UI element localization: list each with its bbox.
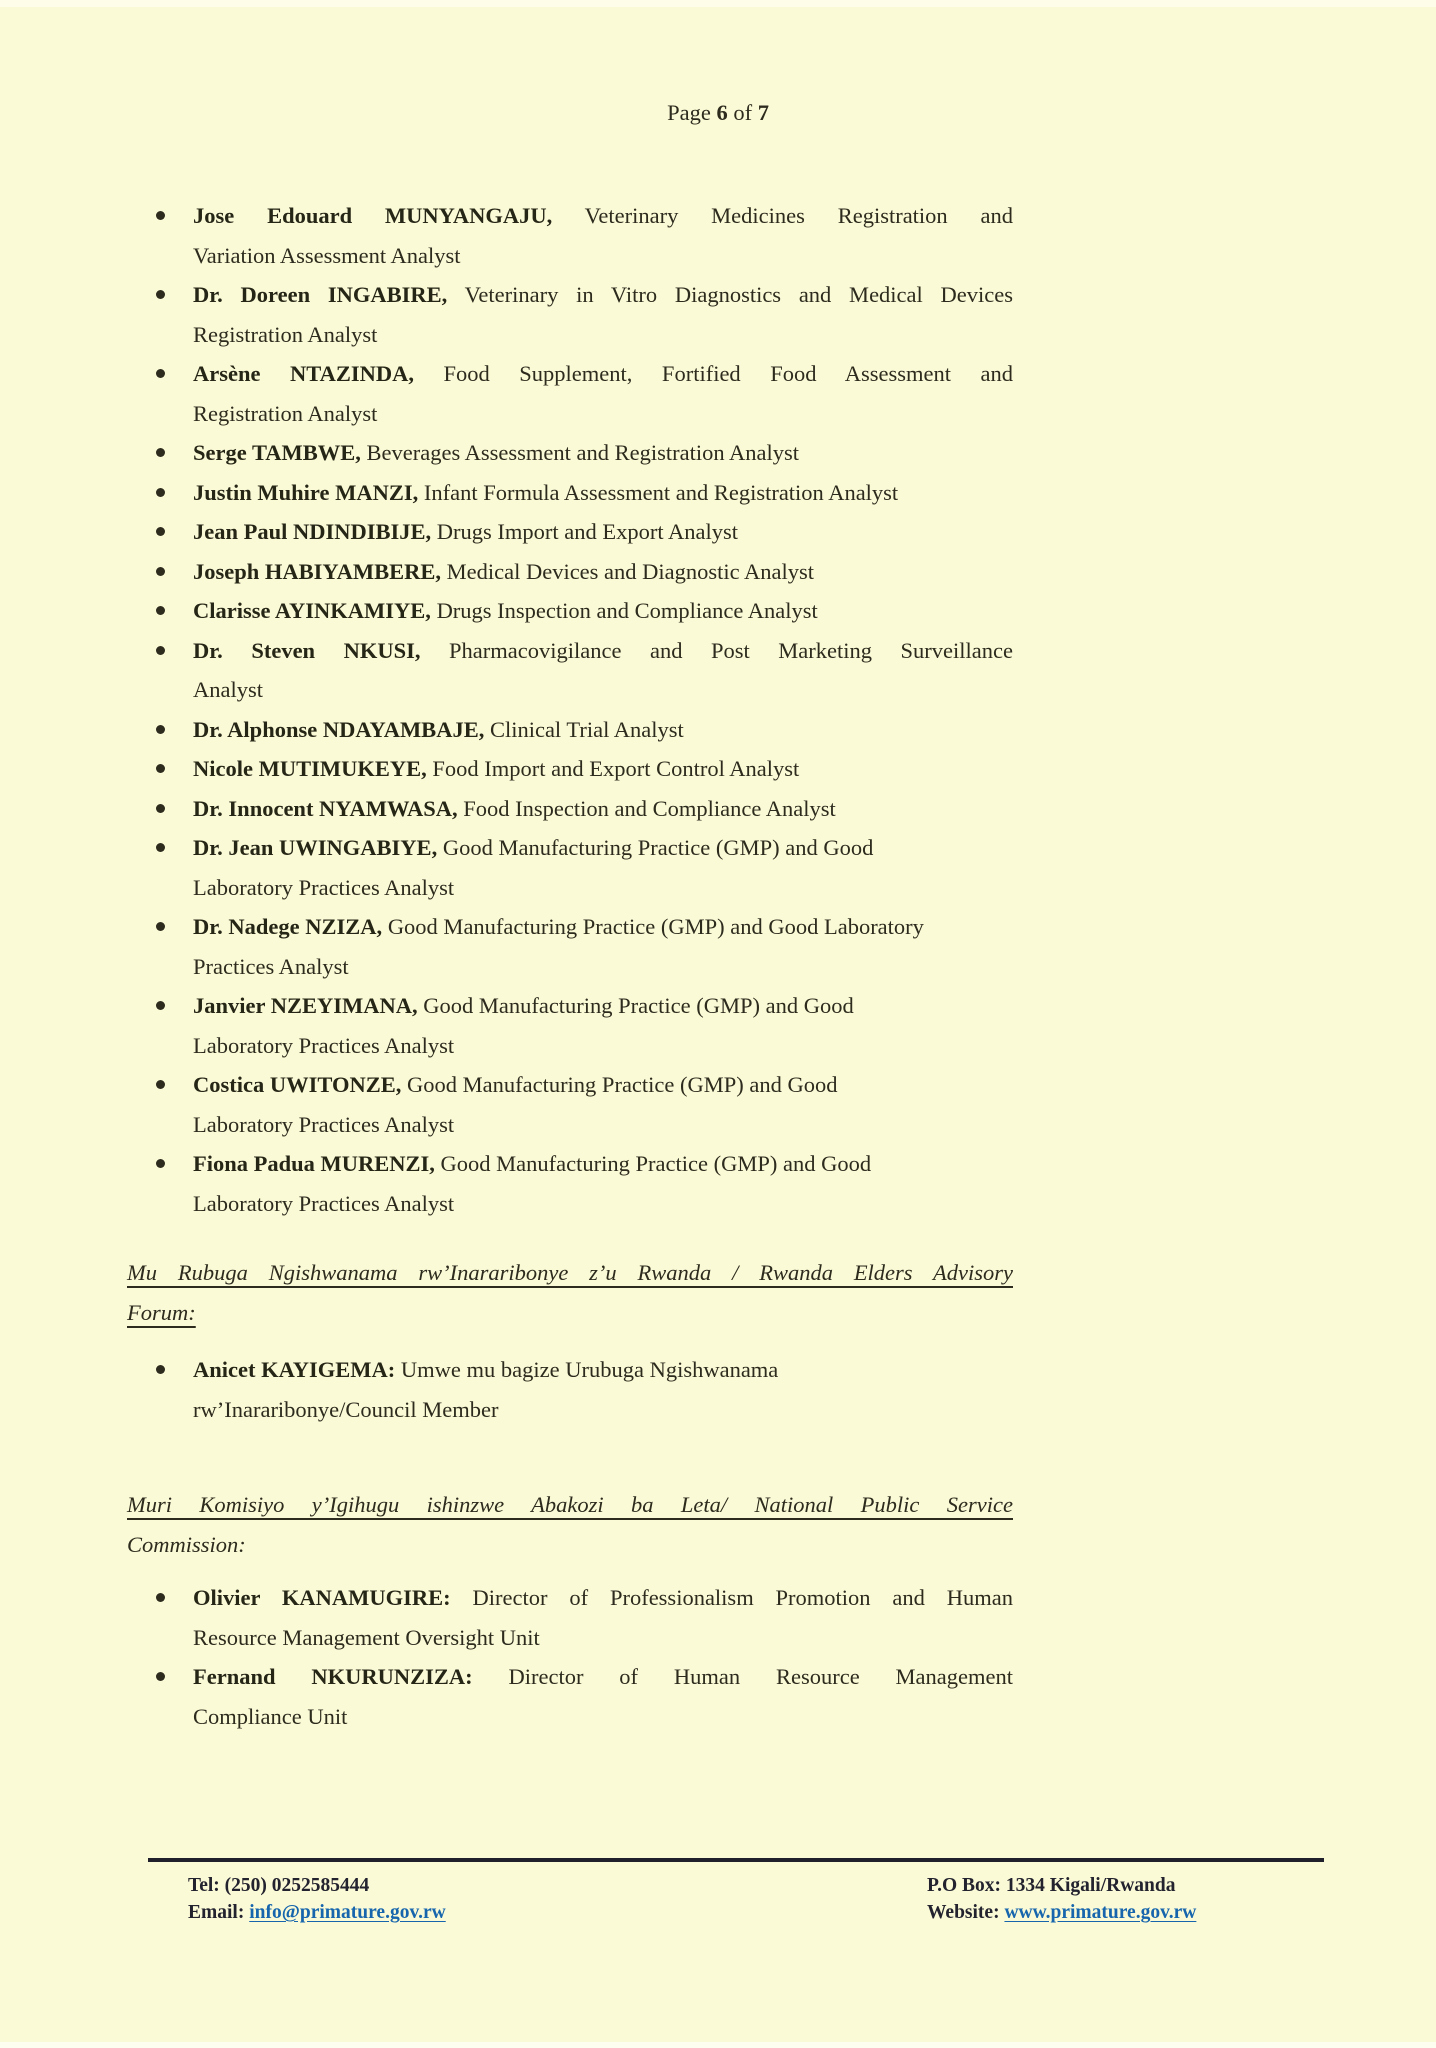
list-item bbox=[193, 1144, 1013, 1223]
person-name: Jose Edouard MUNYANGAJU, bbox=[193, 203, 553, 228]
footer-pobox: P.O Box: 1334 Kigali/Rwanda bbox=[927, 1875, 1176, 1896]
entry-first-line: Dr. Doreen INGABIRE, Veterinary in Vitro Diagnostics and Medical Devices bbox=[193, 282, 1013, 307]
page-number-total: 7 bbox=[757, 100, 769, 125]
website-link[interactable]: www.primature.gov.rw bbox=[1004, 1902, 1197, 1923]
entry-continuation-line: Analyst bbox=[193, 677, 263, 702]
person-name: Jean Paul NDINDIBIJE, bbox=[193, 519, 432, 544]
person-name: Fiona Padua MURENZI, bbox=[193, 1151, 435, 1176]
entry-first-line: Jean Paul NDINDIBIJE, Drugs Import and Export Analyst bbox=[193, 519, 739, 544]
entry-first-line: Justin Muhire MANZI, Infant Formula Assessment and Registration Analyst bbox=[193, 479, 899, 505]
list-item bbox=[193, 631, 1013, 710]
entry-first-line: Dr. Jean UWINGABIYE, Good Manufacturing Practice (GMP) and Good bbox=[193, 835, 874, 860]
list-item bbox=[193, 1350, 1013, 1429]
list-item bbox=[193, 354, 1013, 433]
person-name: Dr. Jean UWINGABIYE, bbox=[193, 835, 438, 860]
entry-first-line: Dr. Nadege NZIZA, Good Manufacturing Practice (GMP) and Good Laboratory bbox=[193, 914, 924, 939]
entry-first-line: Janvier NZEYIMANA, Good Manufacturing Practice (GMP) and Good bbox=[193, 993, 854, 1018]
entry-first-line: Jose Edouard MUNYANGAJU, Veterinary Medicines Registration and bbox=[193, 203, 1013, 228]
entry-first-line: Costica UWITONZE, Good Manufacturing Practice (GMP) and Good bbox=[193, 1072, 838, 1097]
entry-first-line: Fernand NKURUNZIZA: Director of Human Resource Management bbox=[193, 1664, 1013, 1689]
person-name: Nicole MUTIMUKEYE, bbox=[193, 756, 427, 781]
entry-continuation-line: rw’Inararibonye/Council Member bbox=[193, 1396, 499, 1422]
heading-line: Mu Rubuga Ngishwanama rw’Inararibonye z’u Rwanda / Rwanda Elders Advisory bbox=[127, 1260, 1013, 1285]
entry-continuation-line: Laboratory Practices Analyst bbox=[193, 1111, 455, 1137]
entry-first-line: Arsène NTAZINDA, Food Supplement, Fortified Food Assessment and bbox=[193, 361, 1014, 386]
list-item bbox=[193, 789, 1013, 829]
public-service-commission-list bbox=[193, 1578, 1013, 1736]
footer-left-column bbox=[188, 1872, 446, 1926]
list-item bbox=[193, 196, 1013, 275]
person-name: Arsène NTAZINDA, bbox=[193, 361, 414, 386]
entry-first-line: Nicole MUTIMUKEYE, Food Import and Export Control Analyst bbox=[193, 756, 800, 781]
person-name: Dr. Alphonse NDAYAMBAJE, bbox=[193, 716, 485, 742]
entry-continuation-line: Practices Analyst bbox=[193, 953, 349, 979]
entry-first-line: Dr. Alphonse NDAYAMBAJE, Clinical Trial Analyst bbox=[193, 716, 684, 742]
email-link[interactable]: info@primature.gov.rw bbox=[249, 1902, 446, 1923]
person-name: Justin Muhire MANZI, bbox=[193, 479, 419, 505]
page-number bbox=[0, 100, 1436, 126]
entry-first-line: Anicet KAYIGEMA: Umwe mu bagize Urubuga Ngishwanama bbox=[193, 1357, 779, 1382]
entry-continuation-line: Registration Analyst bbox=[193, 400, 378, 426]
list-item bbox=[193, 828, 1013, 907]
entry-first-line: Olivier KANAMUGIRE: Director of Professionalism Promotion and Human bbox=[193, 1585, 1013, 1610]
footer-website-row bbox=[927, 1899, 1196, 1926]
list-item bbox=[193, 710, 1013, 750]
list-item bbox=[193, 907, 1013, 986]
list-item bbox=[193, 433, 1013, 473]
footer-email-label: Email: bbox=[188, 1902, 245, 1923]
person-name: Anicet KAYIGEMA: bbox=[193, 1357, 396, 1382]
list-item bbox=[193, 749, 1013, 789]
entry-first-line: Joseph HABIYAMBERE, Medical Devices and Diagnostic Analyst bbox=[193, 558, 815, 584]
entry-first-line: Dr. Steven NKUSI, Pharmacovigilance and Post Marketing Surveillance bbox=[193, 637, 1014, 663]
person-name: Dr. Steven NKUSI, bbox=[193, 637, 421, 663]
person-name: Costica UWITONZE, bbox=[193, 1072, 402, 1097]
entry-continuation-line: Variation Assessment Analyst bbox=[193, 242, 461, 268]
list-item bbox=[193, 473, 1013, 513]
list-item bbox=[193, 552, 1013, 592]
person-name: Serge TAMBWE, bbox=[193, 440, 361, 465]
person-name: Dr. Nadege NZIZA, bbox=[193, 914, 383, 939]
entry-first-line: Serge TAMBWE, Beverages Assessment and Registration Analyst bbox=[193, 440, 799, 465]
heading-line: Forum: bbox=[127, 1299, 196, 1325]
list-item bbox=[193, 512, 1013, 552]
entry-first-line: Clarisse AYINKAMIYE, Drugs Inspection and Compliance Analyst bbox=[193, 598, 818, 623]
footer-right-column bbox=[927, 1872, 1196, 1926]
footer-tel: Tel: (250) 0252585444 bbox=[188, 1875, 370, 1896]
entry-continuation-line: Laboratory Practices Analyst bbox=[193, 1032, 455, 1058]
person-name: Janvier NZEYIMANA, bbox=[193, 993, 418, 1018]
page-number-prefix: Page bbox=[667, 100, 711, 125]
elders-forum-list bbox=[193, 1350, 1013, 1429]
entry-continuation-line: Registration Analyst bbox=[193, 321, 378, 347]
entry-continuation-line: Laboratory Practices Analyst bbox=[193, 1190, 455, 1216]
list-item bbox=[193, 591, 1013, 631]
list-item bbox=[193, 1578, 1013, 1657]
person-name: Dr. Innocent NYAMWASA, bbox=[193, 795, 458, 821]
list-item bbox=[193, 1657, 1013, 1736]
person-name: Fernand NKURUNZIZA: bbox=[193, 1664, 473, 1689]
page-number-current: 6 bbox=[716, 100, 728, 125]
heading-line: Muri Komisiyo y’Igihugu ishinzwe Abakozi ba Leta/ National Public Service bbox=[127, 1492, 1013, 1517]
entry-first-line: Fiona Padua MURENZI, Good Manufacturing Practice (GMP) and Good bbox=[193, 1151, 872, 1176]
heading-line: Commission: bbox=[127, 1531, 246, 1557]
list-item bbox=[193, 986, 1013, 1065]
list-item bbox=[193, 275, 1013, 354]
person-name: Olivier KANAMUGIRE: bbox=[193, 1585, 451, 1610]
appointments-list bbox=[193, 196, 1013, 1223]
section-heading-public-service-commission bbox=[127, 1485, 1013, 1564]
entry-continuation-line: Resource Management Oversight Unit bbox=[193, 1624, 540, 1650]
person-name: Clarisse AYINKAMIYE, bbox=[193, 598, 431, 623]
footer-website-label: Website: bbox=[927, 1902, 1000, 1923]
person-name: Dr. Doreen INGABIRE, bbox=[193, 282, 448, 307]
person-name: Joseph HABIYAMBERE, bbox=[193, 558, 441, 584]
footer-email-row bbox=[188, 1899, 446, 1926]
entry-first-line: Dr. Innocent NYAMWASA, Food Inspection and Compliance Analyst bbox=[193, 795, 836, 821]
entry-continuation-line: Laboratory Practices Analyst bbox=[193, 874, 455, 900]
page-number-of: of bbox=[733, 100, 753, 125]
scan-edge-top bbox=[0, 0, 1436, 7]
list-item bbox=[193, 1065, 1013, 1144]
section-heading-elders-forum bbox=[127, 1253, 1013, 1332]
entry-continuation-line: Compliance Unit bbox=[193, 1703, 348, 1729]
scan-edge-bottom bbox=[0, 2042, 1436, 2048]
footer-divider bbox=[148, 1858, 1324, 1862]
